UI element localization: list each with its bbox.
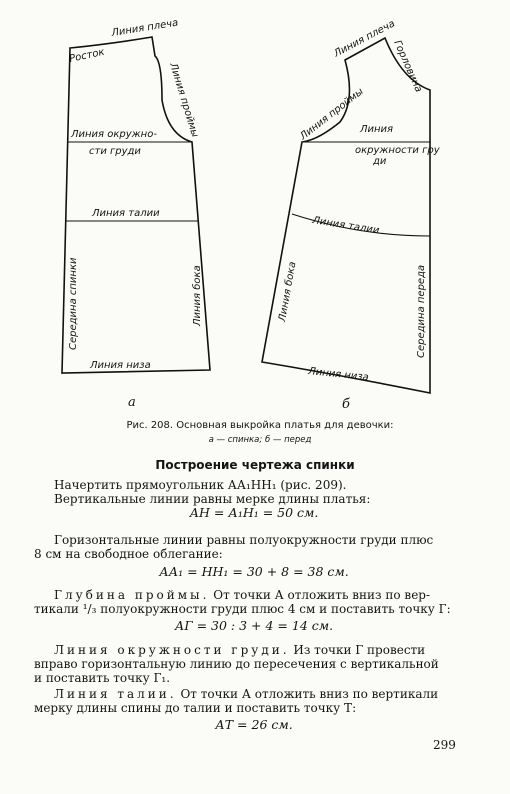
back-label-shoulder: Линия плеча	[110, 17, 180, 39]
back-label-neck: Росток	[68, 46, 106, 65]
section-title: Построение чертежа спинки	[155, 458, 355, 472]
back-sub-letter: а	[128, 395, 136, 410]
front-pattern-piece	[262, 18, 441, 410]
back-label-center: Середина спинки	[68, 257, 79, 350]
p3-line-1	[34, 588, 474, 602]
front-label-hem: Линия низа	[307, 366, 370, 384]
body-text-block-1	[34, 478, 474, 520]
p4-line-3: и поставить точку Г₁.	[34, 671, 171, 685]
back-outline	[62, 37, 210, 373]
back-pattern-piece	[62, 18, 210, 410]
front-label-chest-1: Линия	[360, 124, 394, 135]
p1-line-2: Вертикальные линии равны мерке длины платья:	[54, 492, 371, 506]
front-outline	[262, 38, 430, 393]
back-label-hem: Линия низа	[90, 360, 151, 371]
body-text-block-3	[34, 588, 474, 633]
front-label-center: Середина переда	[416, 264, 427, 358]
p3-line-2: тикали ¹/₃ полуокружности груди плюс 4 см и поставить точку Г:	[34, 602, 451, 616]
p2-line-2: 8 см на свободное облегание:	[34, 547, 223, 561]
formula-3: АГ = 30 : 3 + 4 = 14 см.	[174, 618, 334, 633]
front-label-neck: Горловина	[391, 38, 424, 95]
p5-line-1-rest: От точки А отложить вниз по вертикали	[180, 687, 439, 701]
body-text-block-2	[34, 533, 474, 579]
front-label-shoulder: Линия плеча	[332, 18, 397, 60]
back-label-armhole: Линия проймы	[167, 61, 201, 139]
body-text-block-4	[34, 643, 474, 685]
formula-1: АН = А₁Н₁ = 50 см.	[189, 505, 319, 520]
front-label-side: Линия бока	[277, 260, 299, 323]
p1-line-1: Начертить прямоугольник АА₁НН₁ (рис. 209).	[54, 478, 347, 492]
caption-line-1: Рис. 208. Основная выкройка платья для девочки:	[126, 420, 394, 431]
p5-term: Линия талии.	[54, 687, 177, 701]
front-label-waist: Линия талии	[311, 215, 381, 237]
front-label-chest-3: ди	[373, 156, 387, 167]
front-label-chest-2: окружности гру	[355, 145, 440, 156]
front-label-armhole: Линия проймы	[298, 86, 366, 143]
p4-line-1	[34, 643, 474, 657]
p4-line-2: вправо горизонтальную линию до пересечения с вертикальной	[34, 657, 439, 671]
back-label-side: Линия бока	[192, 265, 203, 326]
body-text-block-5	[34, 687, 474, 732]
formula-4: АТ = 26 см.	[215, 717, 293, 732]
back-label-chest-1: Линия окружно-	[71, 129, 157, 140]
p3-line-1-rest: От точки А отложить вниз по вер-	[213, 588, 431, 602]
back-label-waist: Линия талии	[92, 208, 160, 219]
front-sub-letter: б	[342, 397, 350, 410]
p5-line-1	[34, 687, 474, 701]
p2-line-1: Горизонтальные линии равны полуокружности груди плюс	[54, 533, 434, 547]
page-number: 299	[433, 738, 456, 752]
formula-2: АА₁ = НН₁ = 30 + 8 = 38 см.	[159, 564, 349, 579]
p5-line-2: мерку длины спины до талии и поставить точку Т:	[34, 701, 357, 715]
p3-term: Глубина проймы.	[54, 588, 210, 602]
caption-line-2: а — спинка; б — перед	[208, 435, 312, 445]
figure-caption	[40, 418, 480, 448]
p4-line-1-rest: Из точки Г провести	[293, 643, 426, 657]
p4-term: Линия окружности груди.	[54, 643, 290, 657]
back-label-chest-2: сти груди	[89, 146, 141, 157]
